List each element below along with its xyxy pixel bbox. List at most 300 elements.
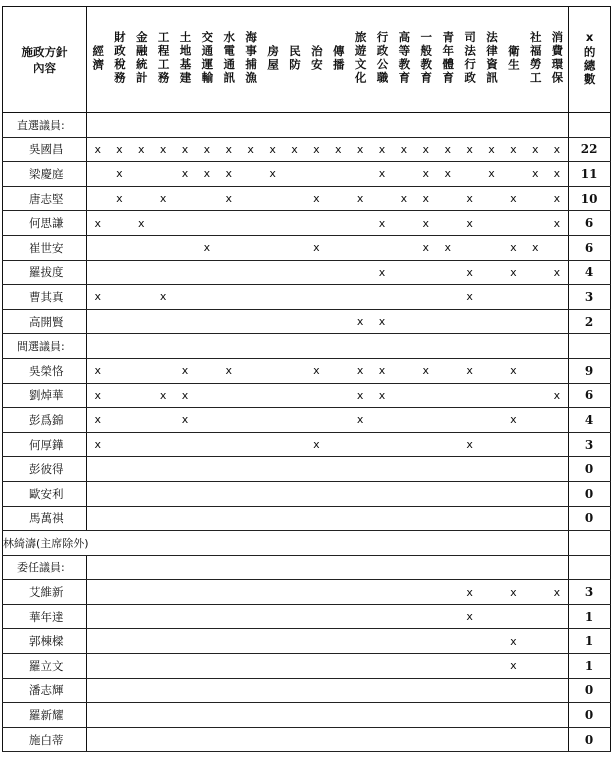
- table-row: [3, 432, 611, 457]
- topic-mark-cell: [174, 309, 196, 334]
- x-mark: x: [422, 241, 430, 255]
- topic-mark-cell: [174, 211, 196, 236]
- topic-header-cell: [305, 7, 327, 113]
- member-name: 唐志堅: [3, 186, 87, 211]
- topic-mark-cell: [459, 162, 481, 187]
- topic-mark-cell: [393, 235, 415, 260]
- table-row: [3, 309, 611, 334]
- topic-mark-cell: [108, 457, 130, 482]
- topic-mark-cell: [481, 260, 503, 285]
- topic-mark-cell: [218, 678, 240, 703]
- x-mark: x: [378, 216, 386, 230]
- member-name: 羅拔度: [3, 260, 87, 285]
- topic-mark-cell: [437, 358, 459, 383]
- topic-mark-cell: [415, 309, 437, 334]
- topic-mark-cell: [218, 408, 240, 433]
- x-mark: x: [334, 142, 342, 156]
- x-mark: x: [247, 142, 254, 156]
- x-mark: x: [466, 192, 473, 206]
- empty-cell: [415, 555, 437, 580]
- topic-mark-cell: [218, 506, 240, 531]
- topic-mark-cell: [502, 358, 524, 383]
- topic-mark-cell: [546, 654, 568, 679]
- topic-mark-cell: [196, 235, 218, 260]
- x-mark: x: [94, 364, 101, 378]
- topic-mark-cell: [152, 481, 174, 506]
- empty-cell: [87, 555, 109, 580]
- topic-mark-cell: [502, 678, 524, 703]
- x-mark: x: [313, 438, 320, 452]
- empty-cell: [393, 334, 415, 359]
- topic-mark-cell: [240, 235, 262, 260]
- topic-mark-cell: [284, 186, 306, 211]
- empty-cell: [152, 113, 174, 138]
- topic-mark-cell: [87, 727, 109, 752]
- topic-mark-cell: [152, 604, 174, 629]
- topic-mark-cell: [218, 162, 240, 187]
- corner-label: 施政方針內容: [21, 44, 68, 75]
- total-count: 0: [568, 727, 610, 752]
- total-count: 11: [568, 162, 610, 187]
- topic-mark-cell: [87, 408, 109, 433]
- topic-mark-cell: [502, 408, 524, 433]
- x-mark: x: [94, 413, 101, 427]
- x-mark: x: [466, 142, 473, 156]
- topic-mark-cell: [371, 285, 393, 310]
- topic-mark-cell: [393, 654, 415, 679]
- topic-mark-cell: [327, 703, 349, 728]
- topic-mark-cell: [196, 654, 218, 679]
- empty-cell: [174, 555, 196, 580]
- topic-mark-cell: [437, 383, 459, 408]
- topic-header-cell: [349, 7, 371, 113]
- topic-mark-cell: [87, 235, 109, 260]
- topic-mark-cell: [546, 309, 568, 334]
- topic-mark-cell: [393, 506, 415, 531]
- topic-mark-cell: [481, 235, 503, 260]
- topic-mark-cell: [327, 358, 349, 383]
- empty-cell: [262, 555, 284, 580]
- topic-mark-cell: [262, 580, 284, 605]
- topic-mark-cell: [415, 383, 437, 408]
- total-count: 4: [568, 260, 610, 285]
- x-mark: x: [137, 142, 145, 156]
- topic-mark-cell: [240, 580, 262, 605]
- topic-mark-cell: [305, 211, 327, 236]
- topic-mark-cell: [437, 457, 459, 482]
- topic-mark-cell: [349, 408, 371, 433]
- topic-mark-cell: [415, 580, 437, 605]
- empty-cell: [218, 334, 240, 359]
- topic-mark-cell: [524, 408, 546, 433]
- empty-cell: [371, 555, 393, 580]
- topic-mark-cell: [371, 358, 393, 383]
- x-mark: x: [510, 413, 517, 427]
- topic-mark-cell: [240, 137, 262, 162]
- topic-mark-cell: [349, 678, 371, 703]
- table-row: [3, 383, 611, 408]
- topic-mark-cell: [502, 285, 524, 310]
- topic-mark-cell: [371, 137, 393, 162]
- topic-mark-cell: [502, 506, 524, 531]
- topic-mark-cell: [393, 457, 415, 482]
- topic-mark-cell: [305, 506, 327, 531]
- x-mark: x: [532, 142, 539, 156]
- topic-mark-cell: [284, 358, 306, 383]
- topic-mark-cell: [524, 580, 546, 605]
- topic-label: 水電通訊: [222, 31, 237, 85]
- topic-mark-cell: [371, 408, 393, 433]
- topic-mark-cell: [524, 703, 546, 728]
- topic-mark-cell: [152, 629, 174, 654]
- topic-mark-cell: [371, 580, 393, 605]
- member-name: 彭爲錦: [3, 408, 87, 433]
- topic-label: 治安: [309, 44, 324, 72]
- topic-mark-cell: [196, 432, 218, 457]
- x-mark: x: [94, 216, 101, 230]
- empty-cell: [284, 555, 306, 580]
- topic-mark-cell: [108, 137, 130, 162]
- table-row: [3, 235, 611, 260]
- topic-mark-cell: [218, 137, 240, 162]
- topic-mark-cell: [218, 727, 240, 752]
- empty-cell: [108, 334, 130, 359]
- topic-mark-cell: [152, 678, 174, 703]
- topic-mark-cell: [130, 506, 152, 531]
- topic-mark-cell: [546, 408, 568, 433]
- topic-mark-cell: [524, 432, 546, 457]
- topic-mark-cell: [305, 629, 327, 654]
- topic-mark-cell: [524, 678, 546, 703]
- topic-mark-cell: [240, 211, 262, 236]
- x-mark: x: [356, 413, 364, 427]
- topic-mark-cell: [546, 235, 568, 260]
- topic-header-cell: [546, 7, 568, 113]
- topic-mark-cell: [502, 309, 524, 334]
- section-title-row: [3, 113, 611, 138]
- topic-mark-cell: [327, 678, 349, 703]
- topic-mark-cell: [546, 358, 568, 383]
- table-row: [3, 285, 611, 310]
- topic-mark-cell: [459, 211, 481, 236]
- topic-mark-cell: [240, 186, 262, 211]
- topic-mark-cell: [218, 358, 240, 383]
- corner-header-cell: [3, 7, 87, 113]
- topic-mark-cell: [349, 186, 371, 211]
- topic-mark-cell: [415, 457, 437, 482]
- topic-mark-cell: [240, 481, 262, 506]
- topic-mark-cell: [284, 432, 306, 457]
- x-mark: x: [466, 610, 473, 624]
- topic-mark-cell: [481, 654, 503, 679]
- topic-mark-cell: [262, 481, 284, 506]
- topic-mark-cell: [108, 358, 130, 383]
- topic-mark-cell: [459, 678, 481, 703]
- topic-mark-cell: [152, 654, 174, 679]
- x-mark: x: [181, 142, 189, 156]
- topic-mark-cell: [152, 162, 174, 187]
- topic-mark-cell: [393, 580, 415, 605]
- topic-label: 交通運輸: [200, 31, 215, 85]
- topic-mark-cell: [437, 654, 459, 679]
- total-count: 22: [568, 137, 610, 162]
- member-name: 羅新耀: [3, 703, 87, 728]
- topic-mark-cell: [502, 604, 524, 629]
- topic-mark-cell: [262, 703, 284, 728]
- topic-label: 傳播: [331, 44, 346, 72]
- topic-mark-cell: [262, 678, 284, 703]
- topic-mark-cell: [305, 678, 327, 703]
- total-label: x的總數: [582, 29, 597, 87]
- x-mark: x: [159, 290, 167, 304]
- topic-mark-cell: [305, 703, 327, 728]
- topic-mark-cell: [437, 580, 459, 605]
- x-mark: x: [203, 241, 211, 255]
- total-count: 4: [568, 408, 610, 433]
- topic-mark-cell: [218, 703, 240, 728]
- topic-label: 一般教育: [419, 31, 434, 85]
- topic-mark-cell: [284, 162, 306, 187]
- empty-cell: [130, 113, 152, 138]
- topic-mark-cell: [459, 481, 481, 506]
- x-mark: x: [378, 265, 386, 279]
- topic-header-cell: [415, 7, 437, 113]
- topic-mark-cell: [108, 408, 130, 433]
- topic-mark-cell: [174, 457, 196, 482]
- x-mark: x: [116, 142, 123, 156]
- member-name: 高開賢: [3, 309, 87, 334]
- table-body: [3, 113, 611, 752]
- policy-topic-table: [2, 6, 611, 752]
- topic-mark-cell: [87, 260, 109, 285]
- empty-cell: [371, 113, 393, 138]
- topic-label: 消費環保: [550, 31, 565, 85]
- topic-mark-cell: [393, 727, 415, 752]
- empty-cell: [130, 555, 152, 580]
- topic-mark-cell: [481, 727, 503, 752]
- topic-mark-cell: [305, 260, 327, 285]
- total-count: 0: [568, 678, 610, 703]
- topic-mark-cell: [196, 162, 218, 187]
- empty-cell: [284, 113, 306, 138]
- total-cell-empty: [568, 113, 610, 138]
- x-mark: x: [510, 634, 517, 648]
- topic-mark-cell: [524, 457, 546, 482]
- empty-cell: [174, 113, 196, 138]
- topic-header-cell: [481, 7, 503, 113]
- topic-mark-cell: [262, 383, 284, 408]
- topic-mark-cell: [437, 481, 459, 506]
- topic-mark-cell: [371, 727, 393, 752]
- topic-mark-cell: [130, 457, 152, 482]
- topic-mark-cell: [305, 186, 327, 211]
- member-name: 艾維新: [3, 580, 87, 605]
- topic-mark-cell: [327, 137, 349, 162]
- topic-mark-cell: [284, 383, 306, 408]
- x-mark: x: [422, 216, 430, 230]
- total-count: 0: [568, 506, 610, 531]
- topic-mark-cell: [371, 654, 393, 679]
- topic-mark-cell: [87, 432, 109, 457]
- topic-mark-cell: [130, 235, 152, 260]
- topic-mark-cell: [174, 137, 196, 162]
- empty-cell: [481, 113, 503, 138]
- topic-mark-cell: [305, 654, 327, 679]
- topic-mark-cell: [437, 604, 459, 629]
- x-mark: x: [137, 216, 145, 230]
- total-count: 3: [568, 432, 610, 457]
- topic-mark-cell: [437, 408, 459, 433]
- topic-mark-cell: [459, 432, 481, 457]
- topic-mark-cell: [240, 457, 262, 482]
- topic-mark-cell: [459, 629, 481, 654]
- member-name: 曹其真: [3, 285, 87, 310]
- topic-mark-cell: [481, 186, 503, 211]
- topic-mark-cell: [108, 629, 130, 654]
- topic-mark-cell: [174, 186, 196, 211]
- total-count: 3: [568, 285, 610, 310]
- topic-mark-cell: [481, 383, 503, 408]
- empty-cell: [437, 334, 459, 359]
- empty-cell: [262, 113, 284, 138]
- topic-mark-cell: [415, 285, 437, 310]
- topic-mark-cell: [327, 383, 349, 408]
- topic-label: 法律資訊: [484, 31, 499, 85]
- x-mark: x: [466, 438, 473, 452]
- topic-mark-cell: [305, 408, 327, 433]
- empty-cell: [305, 113, 327, 138]
- topic-mark-cell: [437, 432, 459, 457]
- section-title: 委任議員:: [3, 555, 87, 580]
- topic-mark-cell: [262, 654, 284, 679]
- topic-mark-cell: [87, 654, 109, 679]
- x-mark: x: [313, 364, 320, 378]
- topic-mark-cell: [371, 432, 393, 457]
- topic-mark-cell: [371, 678, 393, 703]
- section-title: 直選議員:: [3, 113, 87, 138]
- topic-mark-cell: [218, 309, 240, 334]
- topic-mark-cell: [415, 629, 437, 654]
- member-name: 馬萬祺: [3, 506, 87, 531]
- total-count: 3: [568, 580, 610, 605]
- topic-mark-cell: [437, 211, 459, 236]
- x-mark: x: [378, 142, 386, 156]
- topic-mark-cell: [502, 727, 524, 752]
- topic-mark-cell: [327, 654, 349, 679]
- empty-cell: [459, 113, 481, 138]
- x-mark: x: [553, 142, 561, 156]
- topic-mark-cell: [546, 285, 568, 310]
- topic-mark-cell: [502, 481, 524, 506]
- topic-mark-cell: [459, 137, 481, 162]
- topic-mark-cell: [284, 457, 306, 482]
- topic-mark-cell: [502, 162, 524, 187]
- topic-mark-cell: [152, 235, 174, 260]
- topic-mark-cell: [130, 383, 152, 408]
- topic-mark-cell: [87, 629, 109, 654]
- member-name: 崔世安: [3, 235, 87, 260]
- topic-label: 行政公職: [375, 31, 390, 85]
- topic-mark-cell: [174, 285, 196, 310]
- topic-label: 司法行政: [463, 31, 478, 85]
- topic-mark-cell: [459, 654, 481, 679]
- table-row: [3, 604, 611, 629]
- total-cell-empty: [568, 531, 610, 556]
- topic-mark-cell: [415, 235, 437, 260]
- x-mark: x: [269, 142, 276, 156]
- empty-cell: [502, 334, 524, 359]
- topic-mark-cell: [152, 309, 174, 334]
- x-mark: x: [94, 388, 101, 402]
- empty-cell: [327, 334, 349, 359]
- topic-mark-cell: [502, 703, 524, 728]
- topic-mark-cell: [502, 432, 524, 457]
- topic-mark-cell: [459, 580, 481, 605]
- topic-mark-cell: [524, 211, 546, 236]
- total-header-cell: [568, 7, 610, 113]
- topic-header-cell: [130, 7, 152, 113]
- topic-mark-cell: [502, 629, 524, 654]
- total-count: 0: [568, 481, 610, 506]
- empty-cell: [196, 555, 218, 580]
- topic-header-cell: [371, 7, 393, 113]
- outside-label-row: [3, 531, 611, 556]
- topic-header-cell: [240, 7, 262, 113]
- empty-cell: [87, 334, 109, 359]
- empty-cell: [327, 555, 349, 580]
- x-mark: x: [225, 192, 233, 206]
- section-title: 間選議員:: [3, 334, 87, 359]
- empty-cell: [152, 334, 174, 359]
- empty-cell: [196, 113, 218, 138]
- topic-mark-cell: [196, 186, 218, 211]
- topic-mark-cell: [502, 137, 524, 162]
- topic-mark-cell: [481, 408, 503, 433]
- topic-mark-cell: [130, 654, 152, 679]
- x-mark: x: [553, 192, 561, 206]
- topic-mark-cell: [481, 604, 503, 629]
- topic-mark-cell: [437, 309, 459, 334]
- topic-mark-cell: [174, 432, 196, 457]
- topic-mark-cell: [87, 678, 109, 703]
- topic-mark-cell: [481, 481, 503, 506]
- topic-mark-cell: [459, 727, 481, 752]
- topic-mark-cell: [262, 162, 284, 187]
- topic-mark-cell: [524, 260, 546, 285]
- topic-mark-cell: [284, 678, 306, 703]
- topic-mark-cell: [524, 629, 546, 654]
- topic-label: 海事捕漁: [244, 31, 259, 85]
- topic-mark-cell: [349, 137, 371, 162]
- topic-mark-cell: [240, 162, 262, 187]
- topic-mark-cell: [240, 260, 262, 285]
- topic-mark-cell: [349, 506, 371, 531]
- topic-mark-cell: [371, 703, 393, 728]
- x-mark: x: [422, 364, 430, 378]
- topic-mark-cell: [305, 358, 327, 383]
- topic-mark-cell: [284, 408, 306, 433]
- topic-mark-cell: [371, 629, 393, 654]
- table-header-row: [3, 7, 611, 113]
- topic-mark-cell: [502, 580, 524, 605]
- topic-mark-cell: [240, 703, 262, 728]
- x-mark: x: [553, 265, 561, 279]
- x-mark: x: [116, 192, 123, 206]
- x-mark: x: [444, 142, 451, 156]
- topic-mark-cell: [130, 260, 152, 285]
- topic-mark-cell: [481, 703, 503, 728]
- topic-mark-cell: [305, 432, 327, 457]
